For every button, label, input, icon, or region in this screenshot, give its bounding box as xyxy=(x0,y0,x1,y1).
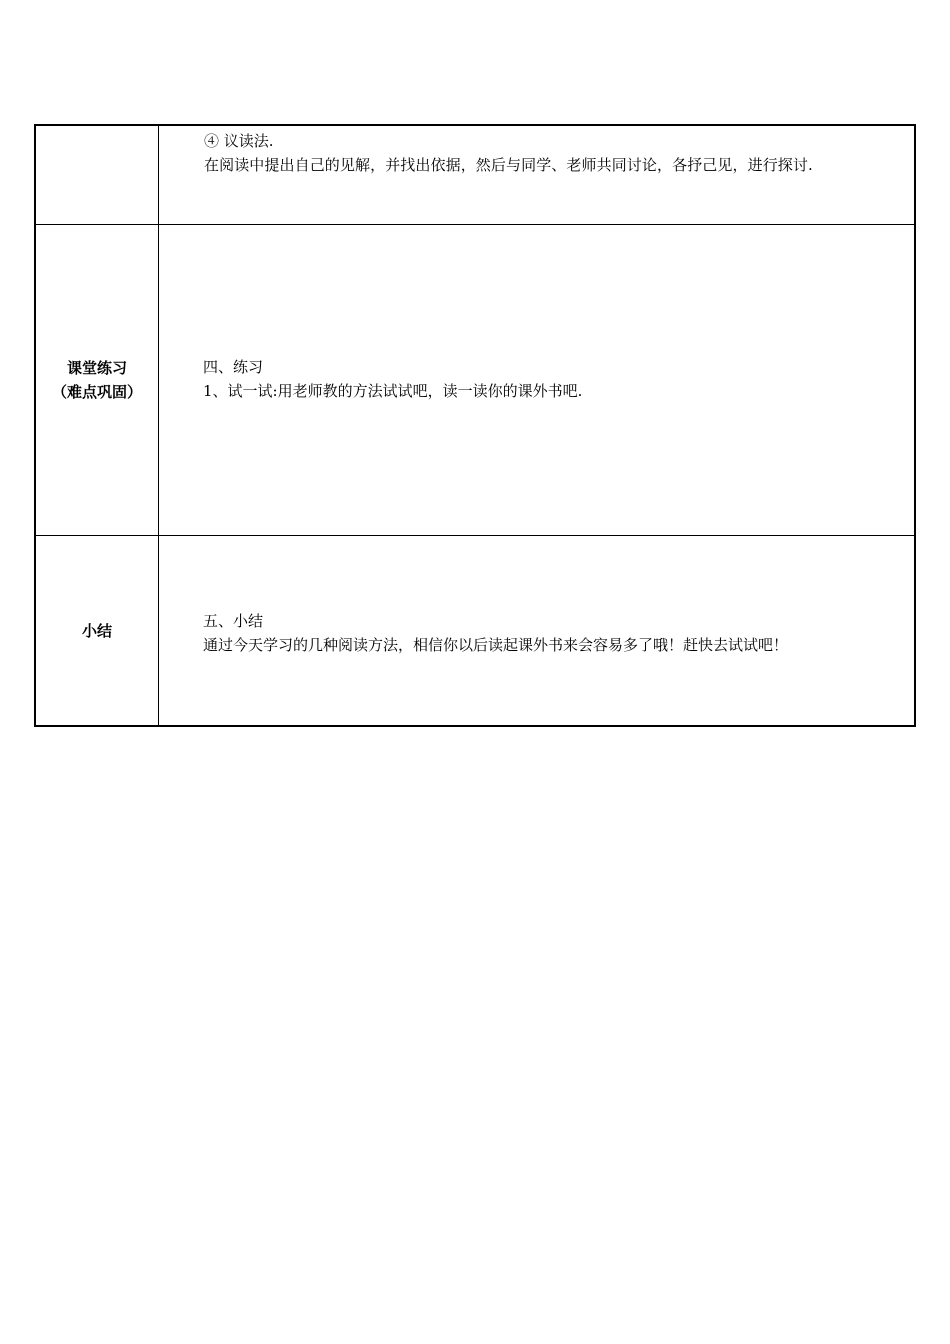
practice-label: 课堂练习 xyxy=(66,359,127,377)
lesson-plan-table xyxy=(34,124,916,727)
table-row-practice xyxy=(35,225,915,536)
row-label-empty xyxy=(35,125,159,225)
summary-text: 通过今天学习的几种阅读方法，相信你以后读起课外书来会容易多了哦！赶快去试试吧！ xyxy=(203,636,789,654)
row-label-practice xyxy=(35,225,159,536)
summary-content-cell xyxy=(159,536,916,727)
method-title: ④ 议读法. xyxy=(204,132,274,150)
method-content-cell xyxy=(159,125,916,225)
summary-label: 小结 xyxy=(81,621,112,640)
practice-sublabel: （难点巩固） xyxy=(51,383,142,401)
summary-section-title: 五、小结 xyxy=(203,612,264,630)
practice-item-1: 1、试一试:用老师教的方法试试吧，读一读你的课外书吧. xyxy=(203,382,583,400)
table-row-method xyxy=(35,125,915,225)
practice-section-title: 四、练习 xyxy=(203,358,264,376)
practice-content-cell xyxy=(159,225,916,536)
method-description: 在阅读中提出自己的见解，并找出依据，然后与同学、老师共同讨论，各抒己见，进行探讨. xyxy=(204,156,813,174)
row-label-summary xyxy=(35,536,159,727)
table-row-summary xyxy=(35,536,915,727)
